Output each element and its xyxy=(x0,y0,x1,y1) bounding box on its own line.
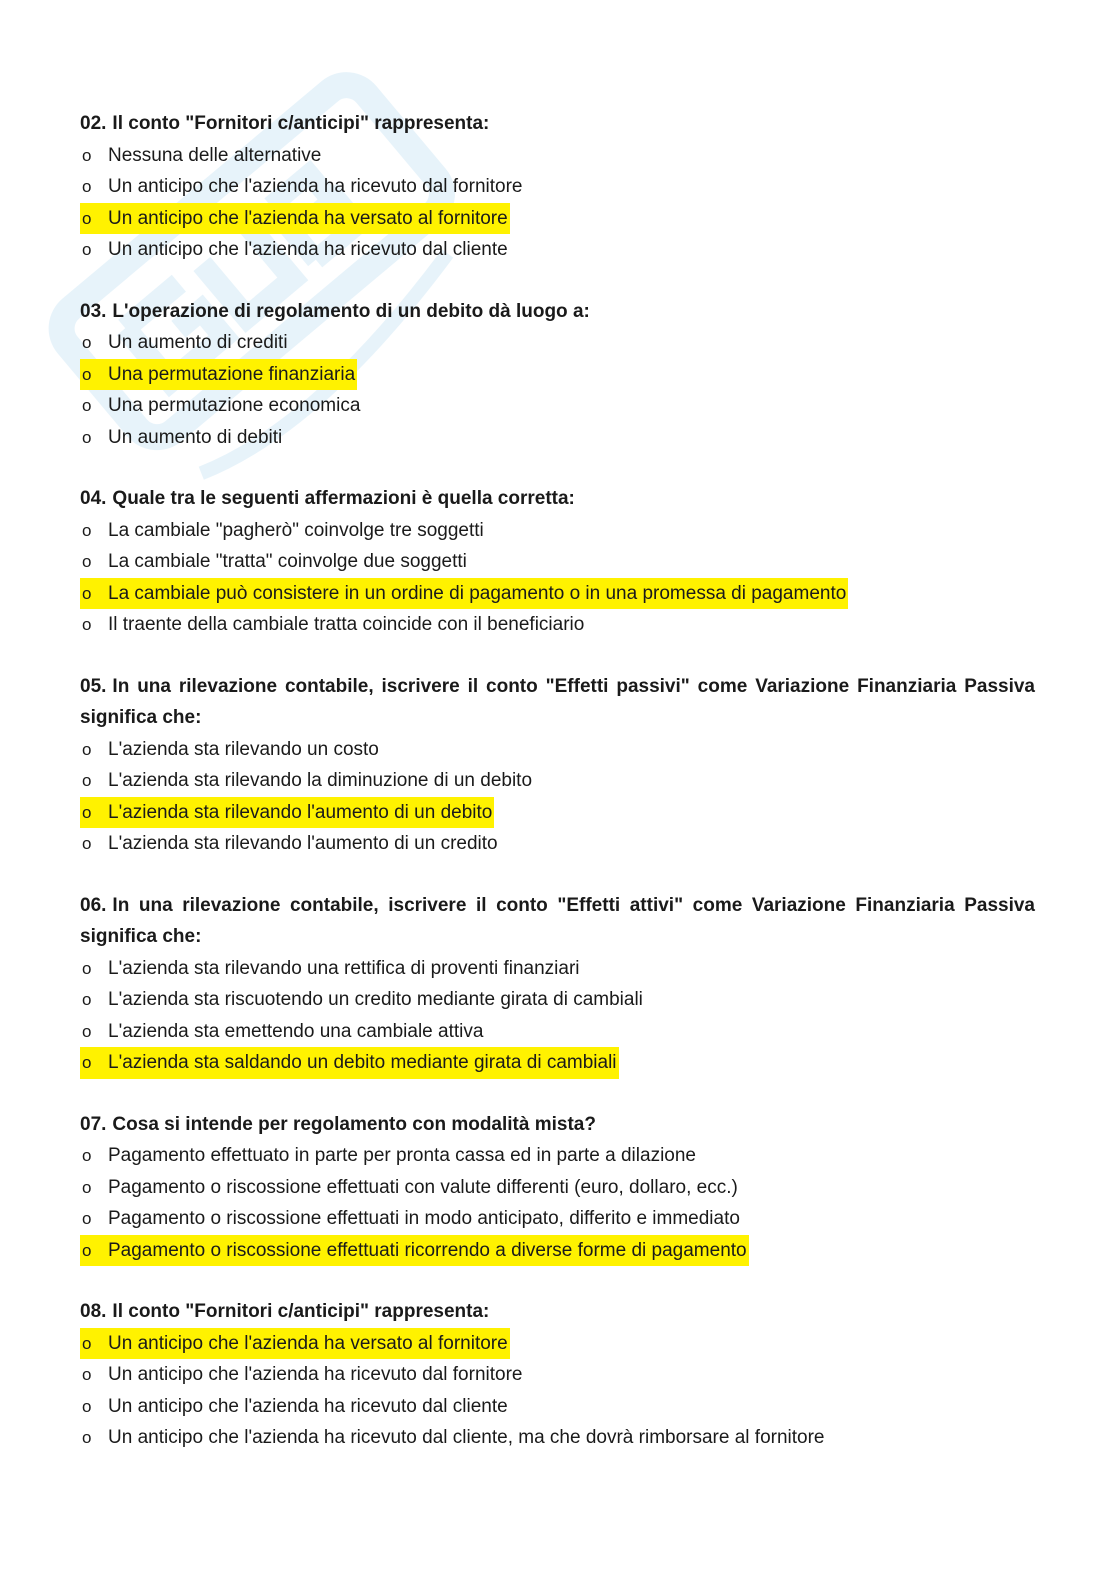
option-content xyxy=(80,609,586,641)
answer-option xyxy=(80,546,1035,578)
option-content xyxy=(80,422,284,454)
question-number: 02. xyxy=(80,113,107,134)
answer-option xyxy=(80,765,1035,797)
option-content xyxy=(80,578,848,610)
answer-option xyxy=(80,390,1035,422)
circle-bullet-icon: o xyxy=(82,1209,92,1228)
option-content xyxy=(80,1203,742,1235)
question-title xyxy=(80,1296,1035,1328)
circle-bullet-icon: o xyxy=(82,1365,92,1384)
question-number: 06. xyxy=(80,894,107,916)
option-content xyxy=(80,140,323,172)
option-content xyxy=(80,234,510,266)
question-block xyxy=(80,483,1035,641)
answer-option xyxy=(80,984,1035,1016)
option-content xyxy=(80,1172,740,1204)
option-content xyxy=(80,515,486,547)
option-content xyxy=(80,1016,485,1048)
circle-bullet-icon: o xyxy=(82,1396,92,1416)
answer-option-highlighted xyxy=(80,578,1035,610)
option-text: Un anticipo che l'azienda ha ricevuto dal fornitore xyxy=(108,1364,523,1385)
answer-option-highlighted xyxy=(80,797,1035,829)
option-content xyxy=(80,1140,698,1172)
question-block xyxy=(80,1109,1035,1267)
option-content xyxy=(80,1047,619,1079)
circle-bullet-icon: o xyxy=(82,834,92,853)
option-content xyxy=(80,765,534,797)
option-content xyxy=(80,984,645,1016)
answer-option-highlighted xyxy=(80,359,1035,391)
answer-option xyxy=(80,1422,1035,1454)
answer-option xyxy=(80,515,1035,547)
circle-bullet-icon: o xyxy=(82,958,92,978)
option-text: Un aumento di crediti xyxy=(108,332,288,353)
answer-option-highlighted xyxy=(80,203,1035,235)
option-text: La cambiale può consistere in un ordine di pagamento o in una promessa di pagamento xyxy=(108,582,847,604)
answer-option xyxy=(80,234,1035,266)
circle-bullet-icon: o xyxy=(82,739,92,759)
answer-option-highlighted xyxy=(80,1328,1035,1360)
question-number: 08. xyxy=(80,1301,107,1322)
answer-option xyxy=(80,171,1035,203)
options-list xyxy=(80,515,1035,641)
circle-bullet-icon: o xyxy=(82,583,92,603)
option-content xyxy=(80,359,357,391)
circle-bullet-icon: o xyxy=(82,364,92,384)
answer-option xyxy=(80,953,1035,985)
option-content xyxy=(80,1359,524,1391)
option-content xyxy=(80,1235,749,1267)
question-block xyxy=(80,108,1035,266)
options-list xyxy=(80,734,1035,860)
option-text: Un anticipo che l'azienda ha ricevuto dal cliente, ma che dovrà rimborsare al fornitore xyxy=(108,1427,825,1448)
answer-option xyxy=(80,1016,1035,1048)
question-title xyxy=(80,671,1035,734)
options-list xyxy=(80,140,1035,266)
circle-bullet-icon: o xyxy=(82,177,92,196)
question-block xyxy=(80,890,1035,1079)
circle-bullet-icon: o xyxy=(82,427,92,447)
answer-option-highlighted xyxy=(80,1047,1035,1079)
question-block xyxy=(80,671,1035,860)
option-text: L'azienda sta rilevando un costo xyxy=(108,738,379,760)
option-content xyxy=(80,390,362,422)
quiz-content xyxy=(80,108,1035,1484)
question-number: 07. xyxy=(80,1113,107,1135)
options-list xyxy=(80,327,1035,453)
question-number: 05. xyxy=(80,675,107,697)
option-text: Pagamento o riscossione effettuati in modo anticipato, differito e immediato xyxy=(108,1208,740,1229)
answer-option-highlighted xyxy=(80,1235,1035,1267)
options-list xyxy=(80,953,1035,1079)
circle-bullet-icon: o xyxy=(82,1177,92,1197)
option-text: Un anticipo che l'azienda ha ricevuto dal fornitore xyxy=(108,176,523,197)
question-title xyxy=(80,1109,1035,1141)
option-content xyxy=(80,734,381,766)
circle-bullet-icon: o xyxy=(82,333,92,352)
circle-bullet-icon: o xyxy=(82,1021,92,1041)
question-title xyxy=(80,108,1035,140)
answer-option xyxy=(80,1359,1035,1391)
circle-bullet-icon: o xyxy=(82,771,92,790)
question-text: In una rilevazione contabile, iscrivere il conto "Effetti passivi" come Variazione Finanziaria Passiva significa che: xyxy=(80,675,1035,728)
answer-option xyxy=(80,140,1035,172)
circle-bullet-icon: o xyxy=(82,520,92,540)
answer-option xyxy=(80,1172,1035,1204)
option-text: Una permutazione economica xyxy=(108,395,361,416)
answer-option xyxy=(80,1140,1035,1172)
question-title xyxy=(80,890,1035,953)
circle-bullet-icon: o xyxy=(82,208,92,228)
circle-bullet-icon: o xyxy=(82,615,92,634)
circle-bullet-icon: o xyxy=(82,990,92,1009)
option-text: La cambiale "tratta" coinvolge due soggetti xyxy=(108,551,467,572)
question-text: Il conto "Fornitori c/anticipi" rappresenta: xyxy=(112,1301,490,1322)
option-text: L'azienda sta rilevando l'aumento di un debito xyxy=(108,801,493,823)
circle-bullet-icon: o xyxy=(82,1428,92,1447)
question-block xyxy=(80,1296,1035,1454)
circle-bullet-icon: o xyxy=(82,145,92,165)
question-text: Quale tra le seguenti affermazioni è quella corretta: xyxy=(112,488,575,509)
option-text: L'azienda sta saldando un debito mediante girata di cambiali xyxy=(108,1052,617,1073)
option-text: Pagamento o riscossione effettuati ricorrendo a diverse forme di pagamento xyxy=(108,1239,747,1261)
answer-option xyxy=(80,828,1035,860)
circle-bullet-icon: o xyxy=(82,802,92,822)
option-text: Pagamento effettuato in parte per pronta cassa ed in parte a dilazione xyxy=(108,1145,696,1166)
option-content xyxy=(80,203,510,235)
option-content xyxy=(80,1328,510,1360)
option-text: L'azienda sta rilevando una rettifica di proventi finanziari xyxy=(108,957,580,979)
question-number: 04. xyxy=(80,488,107,509)
option-content xyxy=(80,953,582,985)
answer-option xyxy=(80,422,1035,454)
answer-option xyxy=(80,734,1035,766)
question-text: In una rilevazione contabile, iscrivere il conto "Effetti attivi" come Variazione Finanziaria Passiva significa che: xyxy=(80,894,1035,947)
circle-bullet-icon: o xyxy=(82,240,92,259)
option-content xyxy=(80,828,500,860)
question-title xyxy=(80,296,1035,328)
answer-option xyxy=(80,609,1035,641)
question-text: L'operazione di regolamento di un debito dà luogo a: xyxy=(112,300,590,322)
option-text: Una permutazione finanziaria xyxy=(108,363,356,385)
option-text: L'azienda sta rilevando la diminuzione di un debito xyxy=(108,770,533,791)
option-text: L'azienda sta rilevando l'aumento di un credito xyxy=(108,833,498,854)
option-content xyxy=(80,546,469,578)
circle-bullet-icon: o xyxy=(82,396,92,415)
circle-bullet-icon: o xyxy=(82,1053,92,1072)
answer-option xyxy=(80,1203,1035,1235)
question-block xyxy=(80,296,1035,454)
question-text: Cosa si intende per regolamento con modalità mista? xyxy=(112,1113,596,1135)
answer-option xyxy=(80,327,1035,359)
circle-bullet-icon: o xyxy=(82,1333,92,1353)
option-text: Un aumento di debiti xyxy=(108,426,283,448)
option-content xyxy=(80,1391,510,1423)
option-text: La cambiale "pagherò" coinvolge tre soggetti xyxy=(108,519,484,541)
option-content xyxy=(80,171,524,203)
option-text: L'azienda sta emettendo una cambiale attiva xyxy=(108,1020,484,1042)
option-text: Un anticipo che l'azienda ha ricevuto dal cliente xyxy=(108,1395,508,1417)
question-number: 03. xyxy=(80,300,107,322)
option-text: Un anticipo che l'azienda ha ricevuto dal cliente xyxy=(108,239,508,260)
option-text: Pagamento o riscossione effettuati con valute differenti (euro, dollaro, ecc.) xyxy=(108,1176,738,1198)
question-title xyxy=(80,483,1035,515)
option-text: L'azienda sta riscuotendo un credito mediante girata di cambiali xyxy=(108,989,643,1010)
option-text: Il traente della cambiale tratta coincide con il beneficiario xyxy=(108,614,585,635)
option-text: Un anticipo che l'azienda ha versato al fornitore xyxy=(108,207,508,229)
answer-option xyxy=(80,1391,1035,1423)
circle-bullet-icon: o xyxy=(82,1240,92,1260)
circle-bullet-icon: o xyxy=(82,552,92,571)
circle-bullet-icon: o xyxy=(82,1146,92,1165)
option-content xyxy=(80,797,494,829)
option-content xyxy=(80,327,290,359)
options-list xyxy=(80,1140,1035,1266)
option-content xyxy=(80,1422,827,1454)
option-text: Nessuna delle alternative xyxy=(108,144,322,166)
option-text: Un anticipo che l'azienda ha versato al fornitore xyxy=(108,1332,508,1354)
options-list xyxy=(80,1328,1035,1454)
question-text: Il conto "Fornitori c/anticipi" rappresenta: xyxy=(112,113,490,134)
